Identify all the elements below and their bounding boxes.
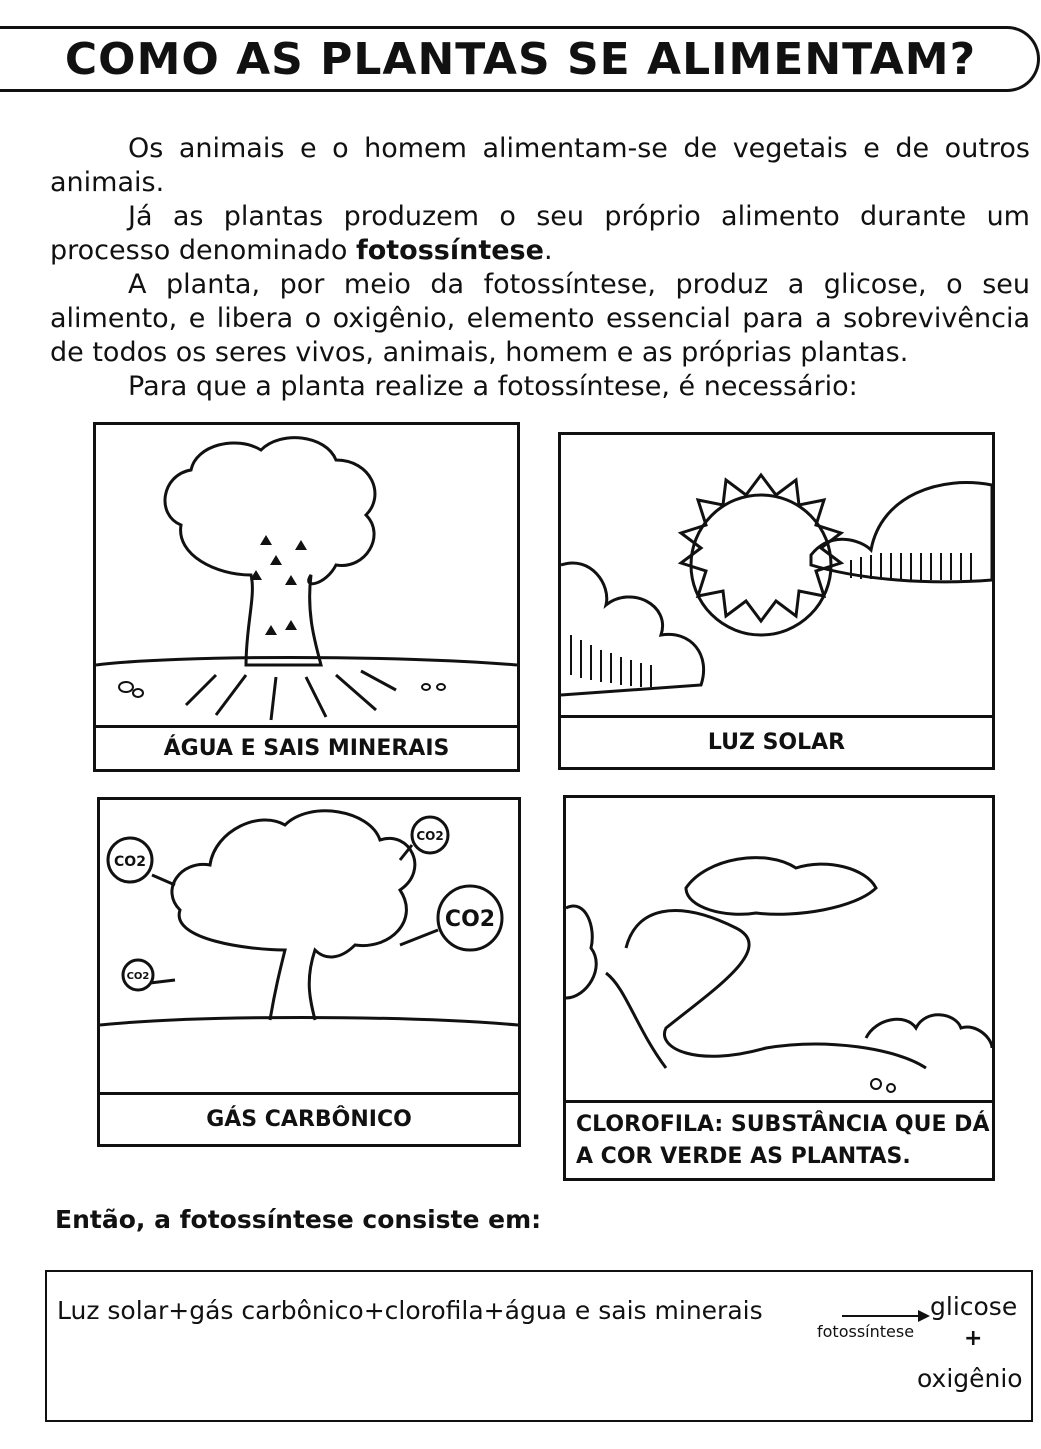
paragraph-2-end: . <box>543 235 553 266</box>
equation-plus: + <box>964 1326 983 1351</box>
paragraph-1 <box>50 132 1030 200</box>
subtitle: Então, a fotossíntese consiste em: <box>55 1205 542 1234</box>
co2-bubble-1: CO2 <box>114 854 146 870</box>
paragraph-3 <box>50 268 1030 370</box>
paragraph-4-text: Para que a planta realize a fotossíntese, é necessário: <box>128 371 858 402</box>
caption-luz: LUZ SOLAR <box>561 715 992 767</box>
paragraph-4 <box>50 370 1030 404</box>
equation-product-2: oxigênio <box>917 1364 1023 1393</box>
equation-reactants: Luz solar+gás carbônico+clorofila+água e sais minerais <box>57 1296 763 1325</box>
co2-bubble-4: CO2 <box>126 971 150 982</box>
panel-clorofila <box>563 795 995 1181</box>
fotossintese-bold: fotossíntese <box>355 235 544 266</box>
caption-gas: GÁS CARBÔNICO <box>100 1092 518 1144</box>
caption-clorofila-line1: CLOROFILA: SUBSTÂNCIA QUE DÁ <box>576 1112 990 1137</box>
paragraph-2-text: Já as plantas produzem o seu próprio alimento durante um processo denominado <box>50 201 1030 266</box>
panel-luz <box>558 432 995 770</box>
panel-gas <box>97 797 521 1147</box>
tree-roots-illustration <box>96 425 517 725</box>
tree-bush-illustration <box>566 798 992 1103</box>
panel-agua <box>93 422 520 772</box>
caption-agua: ÁGUA E SAIS MINERAIS <box>96 725 517 769</box>
paragraph-3-text: A planta, por meio da fotossíntese, produz a glicose, o seu alimento, e libera o oxigênio, elemento essencial para a sobrevivência de todos os seres vivos, animais, homem e as próprias plantas. <box>50 269 1030 368</box>
equation-product-1: glicose <box>930 1292 1018 1321</box>
tree-co2-illustration <box>100 800 518 1100</box>
equation-box <box>45 1270 1033 1422</box>
equation-process: fotossíntese <box>817 1322 915 1341</box>
page-title: COMO AS PLANTAS SE ALIMENTAM? <box>64 34 977 85</box>
paragraph-1-text: Os animais e o homem alimentam-se de vegetais e de outros animais. <box>50 133 1030 198</box>
co2-bubble-2: CO2 <box>416 829 444 843</box>
arrow-icon <box>842 1309 932 1323</box>
caption-clorofila <box>566 1100 992 1178</box>
paragraph-2 <box>50 200 1030 268</box>
caption-clorofila-line2: A COR VERDE AS PLANTAS. <box>576 1144 911 1169</box>
sun-clouds-illustration <box>561 435 992 720</box>
co2-bubble-3: CO2 <box>444 907 496 932</box>
